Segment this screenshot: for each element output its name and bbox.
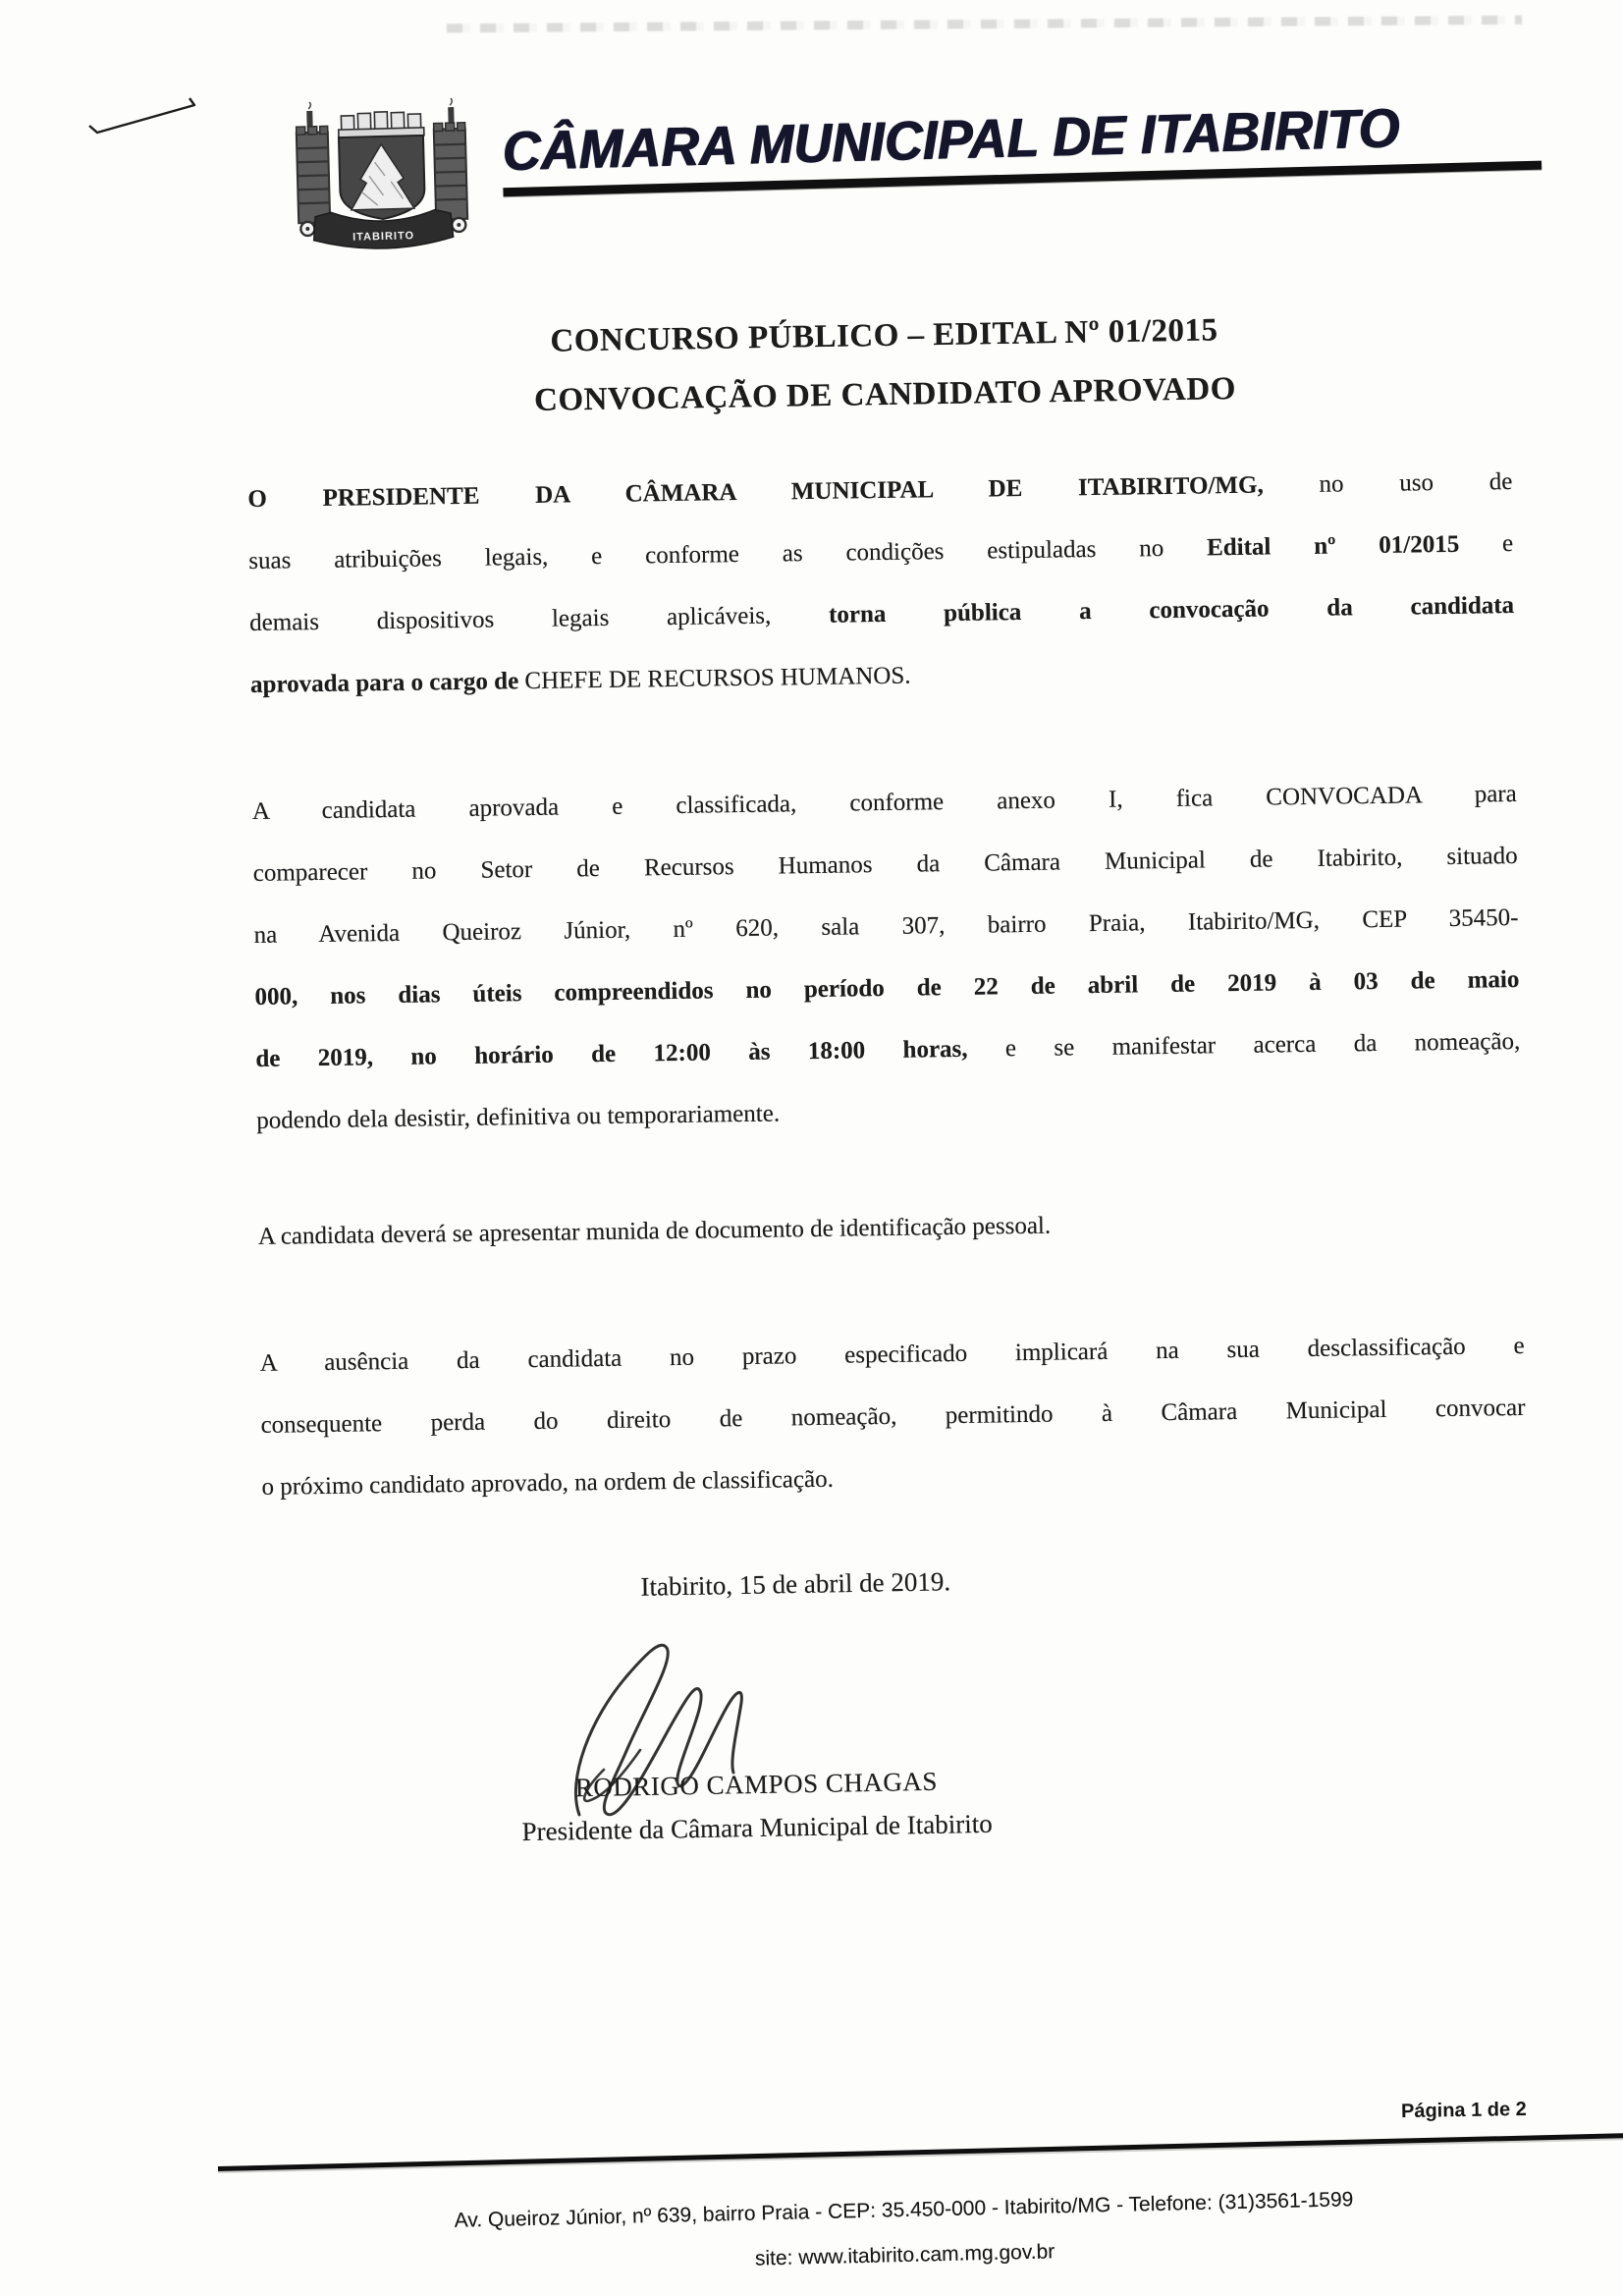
text-segment: A candidata deverá se apresentar munida de documento de identificação pessoal. (257, 1212, 1052, 1250)
text-segment: o próximo candidato aprovado, na ordem de classificação. (261, 1465, 835, 1501)
text-segment: e (1459, 530, 1514, 558)
text-segment: na Avenida Queiroz Júnior, nº 620, sala 307, bairro Praia, Itabirito/MG, CEP 35450- (253, 903, 1519, 949)
scan-smudge-artifact (447, 16, 1522, 33)
body-paragraph (259, 1315, 1527, 1518)
text-segment: A candidata aprovada e classificada, conforme anexo I, fica CONVOCADA para (251, 780, 1517, 825)
text-segment: Edital nº 01/2015 (1206, 530, 1460, 562)
text-segment: aprovada para o cargo de (249, 668, 525, 698)
signature-block (0, 1750, 1513, 1863)
letterhead (287, 70, 1543, 257)
document-title-block (167, 295, 1602, 436)
text-segment: no uso de (1263, 468, 1513, 499)
signatory-name: RODRIGO CAMPOS CHAGAS (574, 1766, 939, 1803)
signatory-role: Presidente da Câmara Municipal de Itabirito (521, 1808, 993, 1847)
text-segment: podendo dela desistir, definitiva ou temporariamente. (256, 1100, 781, 1134)
footer-site: site: www.itabirito.cam.mg.gov.br (754, 2240, 1055, 2270)
paragraph-line (257, 1188, 1523, 1268)
itabirito-coat-of-arms-icon (287, 97, 477, 257)
body-paragraph (251, 763, 1521, 1152)
text-segment: torna pública a convocação da candidata (828, 592, 1515, 629)
crest-banner-label: ITABIRITO (352, 230, 415, 244)
text-segment: CHEFE DE RECURSOS HUMANOS. (524, 662, 911, 695)
document-title-line1: CONCURSO PÚBLICO – EDITAL Nº 01/2015 (550, 312, 1218, 359)
text-segment: A ausência da candidata no prazo especificado implicará na sua desclassificação e (259, 1332, 1525, 1377)
document-title-line2: CONVOCAÇÃO DE CANDIDATO APROVADO (533, 371, 1237, 418)
footer-address: Av. Queiroz Júnior, nº 639, bairro Praia - CEP: 35.450-000 - Itabirito/MG - Telefone: (31)3561-1599 (454, 2188, 1354, 2232)
text-segment: de 2019, no horário de 12:00 às 18:00 horas, (255, 1035, 968, 1072)
text-segment: demais dispositivos legais aplicáveis, (249, 601, 830, 636)
text-segment: suas atribuições legais, e conforme as condições estipuladas no (248, 534, 1208, 574)
text-segment: consequente perda do direito de nomeação, permitindo à Câmara Municipal convocar (260, 1394, 1526, 1439)
org-name: CÂMARA MUNICIPAL DE ITABIRITO (501, 96, 1400, 183)
text-segment: O PRESIDENTE DA CÂMARA MUNICIPAL DE ITABIRITO/MG, (247, 471, 1264, 513)
text-segment: e se manifestar acerca da nomeação, (967, 1027, 1521, 1063)
org-wordmark-block (501, 70, 1542, 197)
pen-stroke-mark (84, 90, 207, 139)
page-number-indicator: Página 1 de 2 (1400, 2098, 1528, 2123)
date-place-line: Itabirito, 15 de abril de 2019. (640, 1566, 951, 1602)
text-segment: comparecer no Setor de Recursos Humanos da Câmara Municipal de Itabirito, situado (252, 842, 1518, 887)
text-segment: 000, nos dias úteis compreendidos no período de 22 de abril de 2019 à 03 de maio (254, 965, 1520, 1011)
document-body (247, 451, 1528, 1583)
body-paragraph (247, 451, 1515, 716)
footer-rule (218, 2133, 1623, 2171)
body-paragraph (257, 1188, 1523, 1268)
footer-contact-block (196, 2171, 1612, 2295)
